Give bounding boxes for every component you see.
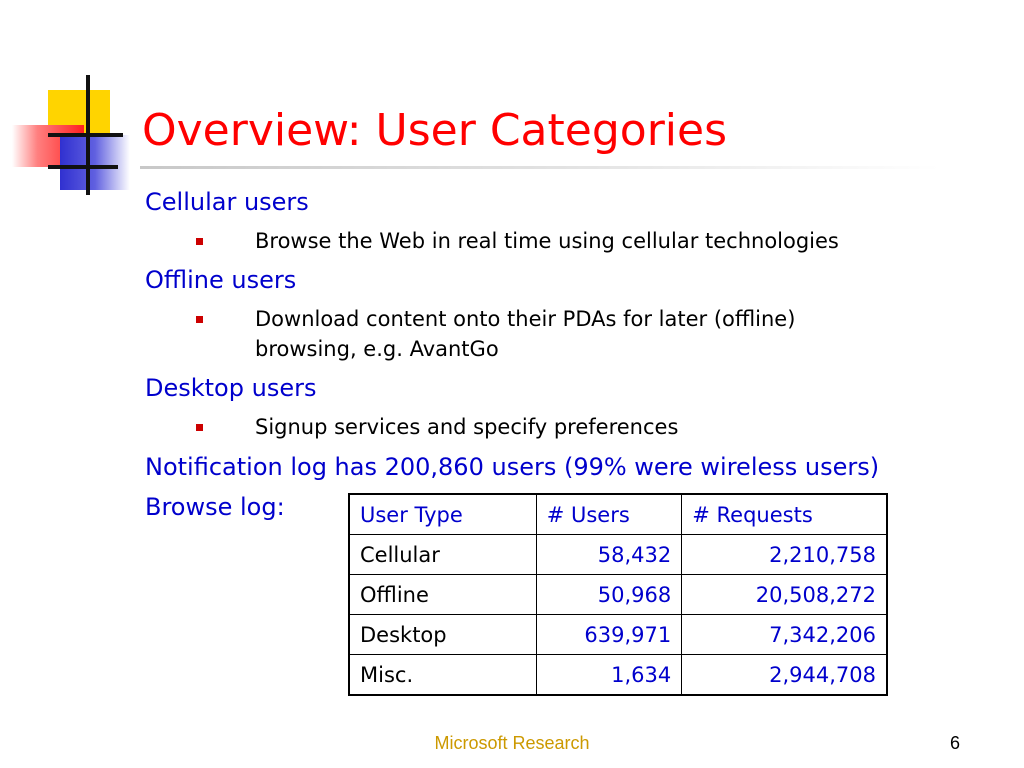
table-header-row (349, 494, 887, 535)
bullet-text-continued: browsing, e.g. AvantGo (255, 337, 499, 361)
table-row (349, 655, 887, 696)
cell-user-type: Misc. (349, 655, 536, 696)
cell-user-type: Cellular (349, 535, 536, 575)
section-heading-desktop: Desktop users (145, 374, 317, 402)
browse-log-table (348, 493, 888, 696)
decorative-logo (10, 75, 150, 200)
cell-requests: 7,342,206 (682, 615, 887, 655)
page-number: 6 (950, 733, 961, 753)
header-users: # Users (536, 494, 682, 535)
logo-blue-square (60, 135, 130, 190)
table-row (349, 575, 887, 615)
bullet-text: Signup services and specify preferences (255, 415, 679, 439)
header-user-type: User Type (349, 494, 536, 535)
cell-user-type: Desktop (349, 615, 536, 655)
cell-users: 1,634 (536, 655, 682, 696)
cell-users: 58,432 (536, 535, 682, 575)
bullet-marker (196, 424, 203, 431)
cell-requests: 20,508,272 (682, 575, 887, 615)
bullet-text: Browse the Web in real time using cellular technologies (255, 229, 839, 253)
notification-log-text: Notification log has 200,860 users (99% were wireless users) (145, 453, 880, 481)
cell-users: 50,968 (536, 575, 682, 615)
browse-log-label: Browse log: (145, 493, 285, 521)
cell-user-type: Offline (349, 575, 536, 615)
logo-horizontal-line (48, 165, 118, 169)
section-heading-offline: Offline users (145, 266, 297, 294)
bullet-text: Download content onto their PDAs for later (offline) (255, 307, 796, 331)
logo-horizontal-line (48, 133, 123, 137)
slide-title: Overview: User Categories (142, 105, 727, 156)
section-heading-cellular: Cellular users (145, 188, 309, 216)
header-requests: # Requests (682, 494, 887, 535)
footer-text: Microsoft Research (434, 733, 590, 753)
bullet-marker (196, 316, 203, 323)
table-row (349, 535, 887, 575)
cell-users: 639,971 (536, 615, 682, 655)
title-underline (140, 166, 940, 169)
cell-requests: 2,944,708 (682, 655, 887, 696)
bullet-marker (196, 238, 203, 245)
cell-requests: 2,210,758 (682, 535, 887, 575)
table-row (349, 615, 887, 655)
